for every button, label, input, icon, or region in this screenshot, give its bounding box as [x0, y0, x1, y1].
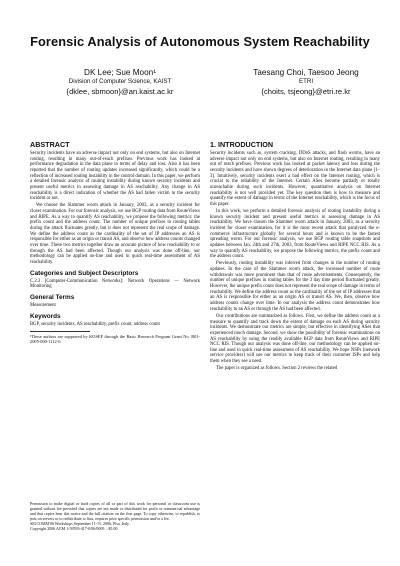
intro-paragraph: Our contributions are summarized as follows. First, we define the address count as a measure to quantify and track down the extent of damage on each AS during security incidents. We demonstrate our metrics are simple, but effective in identifying ASes that experienced much damage. Second, we show the possibility of forensic examinations on AS reachability by using the readily available BGP data from RouteViews and RIPE NCC RIS. Though our analysis was done off-line, our methodology can be applied on-line and used in quick real-time assessment of AS reachability. We hope NSPs (network service providers) will use our metrics to keep track of their customer ISPs and help them when they see a need.	[210, 313, 380, 365]
author-names: Taesang Choi, Taesoo Jeong	[253, 68, 359, 77]
author-email: {choits, tsjeong}@etri.re.kr	[261, 87, 351, 96]
intro-paragraph: Previously, routing instability was inferred from changes in the number of routing updates. In the case of the Slammer worm attack, the increased number of route withdrawals was more prominent than that of route advertisements. Consequently, the number of unique prefixes in routing tables for the 3 day time period fluctuated greatly. However, the unique prefix count does not represent the real scope of damage in terms of reachability. We define the address count as the cardinality of the set of IP addresses that an AS is responsible for either as an origin AS or transit AS. We, then, observe how address counts change over time. In our analysis the address count demonstrates how reachability to an AS or through the AS had been affected.	[210, 261, 380, 312]
abstract-paragraph: We choose the Slammer worm attack in January, 2003, as a security incident for closer examination. For our forensic analysis, we use BGP routing data from RouteViews and RIPE. As a way to quantify AS reachability, we propose the following metrics: the prefix count and the address count. The number of unique prefixes in routing tables during the attack fluctuates greatly, but it does not represent the real scope of damage. We define the address count as the cardinality of the set of IP addresses an AS is responsible for either as an origin or transit AS, and observe how address counts changed over time. These two metrics together draw an accurate picture of how reachability to or through the AS had been affected. Though our analysis was done off-line, our methodology can be applied on-line and used in quick real-time assessment of AS reachability.	[30, 203, 200, 265]
author-affiliation: Division of Computer Science, KAIST	[68, 78, 172, 85]
categories-heading: Categories and Subject Descriptors	[30, 269, 139, 277]
author-affiliation: ETRI	[298, 78, 314, 85]
author-names: DK Lee; Sue Moon¹	[84, 68, 156, 77]
categories-text: C.2.3 [Computer-Communication Networks]: Network Operations — Network Monitoring	[30, 278, 200, 290]
footnote-divider	[30, 331, 90, 332]
keywords-text: BGP, security incidents, AS reachability, prefix count, address count	[30, 321, 160, 327]
left-column	[30, 140, 200, 346]
intro-paragraph: The paper is organized as follows. Section 2 reviews the related	[216, 366, 338, 372]
general-terms-heading: General Terms	[30, 293, 75, 301]
intro-paragraph: Security incidents such as, system cracking, DDoS attacks, and flash worms, have an adverse impact not only on end systems, but also on Internet routing, resulting in many out of reach prefixes. Previous work has looked at packet latency and loss during the security incidents and have shown degrees of deterioration in the Internet data plane [1–3]. Intuitively, security incidents exert a bad effect on the Internet routing, which is crucial to the reliability of the Internet. Certain ASes become partially or totally unreachable during such incidents. However, quantitative analysis on Internet reachability is not well provided yet. The key question then is how to measure and quantify the extent of damage in terms of the Internet reachability, which is the focus of this paper.	[210, 151, 380, 207]
abstract-paragraph: Security incidents have an adverse impact not only on end systems, but also on Internet routing, resulting in many out-of-reach prefixes. Previous work has looked at performance degradation in the data plane in terms of delay and loss. Also it has been reported that the number of routing updates increased significantly, which could be a reflection of increased routing instability in the control domain. In this paper, we perform a detailed forensic analysis of routing instability during known security incidents and present useful metrics in assessing damage in AS reachability. Any change in AS reachability is a direct indication of whether the AS had fallen victim to the security incident or not.	[30, 151, 200, 202]
right-column	[210, 140, 380, 373]
introduction-heading: 1. INTRODUCTION	[210, 140, 274, 149]
general-terms-text: Measurement	[30, 302, 56, 308]
copyright-line: Copyright 2006 ACM 1-59593-417-0/06/0009 ...$5.00.	[30, 525, 119, 531]
footnote: ¹These authors are supported by KOSEF through the Basic Research Program Grant No. R01-2005-000-1112-0.	[30, 334, 200, 345]
author-block-kaist	[40, 68, 200, 97]
intro-paragraph: In this work, we perform a detailed forensic analysis of routing instability during a known security incident and present useful metrics in assessing damage in AS reachability. We have chosen the Slammer worm attack in January, 2003, as a security incident for closer examination, for it is the most recent attack that paralyzed the e-commerce infrastructure globally for several hours and is known to be the fastest spreading worm. For our forensic analysis, we use BGP routing table snapshots and updates between Jan. 24th and 27th, 2003, from RouteViews and RIPE NCC RIS. As a way to quantify AS reachability, we propose the following metrics, the prefix count and the address count.	[210, 209, 380, 260]
abstract-heading: ABSTRACT	[30, 140, 70, 149]
permission-notice	[30, 502, 200, 531]
permission-text: Permission to make digital or hard copies of all or part of this work for personal or classroom use is granted without fee provided that copies are not made or distributed for profit or commercial advantage and that copies bear this notice and the full citation on the first page. To copy otherwise, to republish, to post on servers or to redistribute to lists, requires prior specific permission and/or a fee.	[30, 501, 200, 521]
author-email: {dklee, sbmoon}@an.kaist.ac.kr	[66, 87, 174, 96]
author-block-etri	[226, 68, 386, 97]
keywords-heading: Keywords	[30, 312, 61, 320]
conference-line: SIGCOMM'06 Workshops September 11-15, 2006, Pisa, Italy.	[30, 520, 130, 526]
paper-title: Forensic Analysis of Autonomous System Reachability	[30, 34, 370, 49]
